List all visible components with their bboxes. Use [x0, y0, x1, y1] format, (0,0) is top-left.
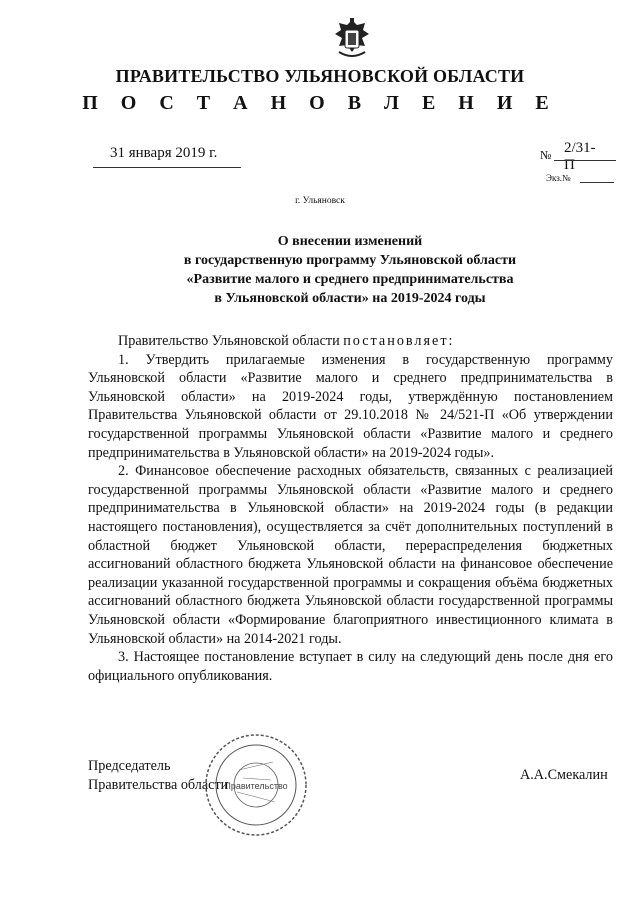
signatory-title-line: Правительства области	[88, 777, 229, 793]
preamble-text: Правительство Ульяновской области	[118, 333, 344, 349]
document-type: П О С Т А Н О В Л Е Н И Е	[82, 92, 558, 114]
copy-number-label: Экз.№	[546, 173, 571, 183]
copy-number-underline	[580, 182, 614, 183]
city-name: г. Ульяновск	[295, 196, 345, 206]
subject-line: в Ульяновской области» на 2019-2024 годы	[214, 291, 486, 306]
subject-line: «Развитие малого и среднего предпринимательства	[186, 272, 514, 287]
number-prefix: №	[540, 148, 552, 162]
signatory-title-line: Председатель	[88, 758, 171, 774]
number-underline	[554, 160, 616, 161]
preamble	[88, 332, 613, 351]
paragraph: 3. Настоящее постановление вступает в силу на следующий день после дня его официального опубликования.	[88, 649, 613, 684]
government-title: ПРАВИТЕЛЬСТВО УЛЬЯНОВСКОЙ ОБЛАСТИ	[115, 66, 525, 86]
document-date: 31 января 2019 г.	[110, 145, 218, 161]
seal-text: Правительство	[224, 781, 288, 791]
subject-line: в государственную программу Ульяновской области	[183, 253, 517, 268]
paragraph: 1. Утвердить прилагаемые изменения в государственную программу Ульяновской области «Развитие малого и среднего предпринимательства в Ульяновской области» на 2019-2024 годы, утверждённую постановлением Правительства Ульяновской области от 29.10.2018 № 24/521-П «Об утверждении государственной программы Ульяновской области «Развитие малого и среднего предпринимательства в Ульяновской области» на 2019-2024 годы».	[88, 351, 613, 461]
signatory-name: А.А.Смекалин	[520, 767, 608, 783]
document-number: 2/31-П	[564, 140, 596, 173]
official-seal-icon	[203, 732, 309, 838]
date-underline	[93, 167, 241, 168]
coat-of-arms-icon	[331, 18, 373, 62]
document-body	[88, 332, 613, 685]
document-subject	[130, 232, 570, 308]
paragraph: 2. Финансовое обеспечение расходных обязательств, связанных с реализацией государственной программы Ульяновской области «Развитие малого и среднего предпринимательства в Ульяновской области» на 2019-2024 годы (в редакции настоящего постановления), осуществляется за счёт дополнительных поступлений в областной бюджет Ульяновской области, перераспределения бюджетных ассигнований областного бюджета Ульяновской области на финансовое обеспечение реализации указанной государственной программы и сокращения объёма бюджетных ассигнований областного бюджета Ульяновской области государственной программы Ульяновской области «Формирование благоприятного инвестиционного климата в Ульяновской области» на 2014-2021 годы.	[88, 463, 613, 647]
preamble-verb: постановляет:	[343, 333, 455, 349]
subject-line: О внесении изменений	[277, 234, 423, 249]
